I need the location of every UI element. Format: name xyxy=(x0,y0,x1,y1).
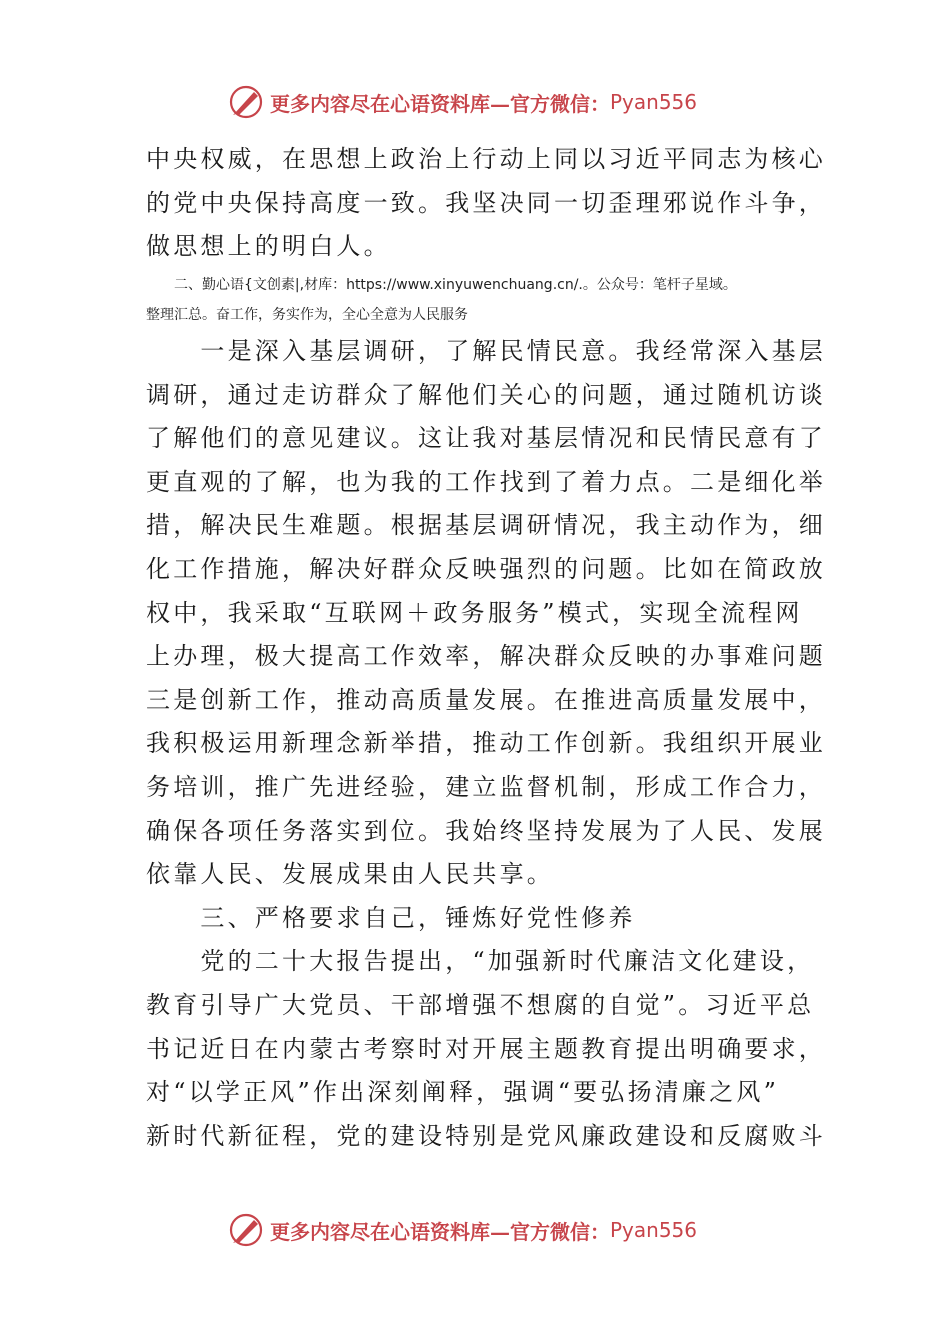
header-banner xyxy=(228,82,697,122)
banner-title: 更多内容尽在心语资料库—官方微信： xyxy=(270,91,610,116)
text-line: 中央权威，在思想上政治上行动上同以习近平同志为核心 xyxy=(146,145,826,173)
text-line: 上办理，极大提高工作效率，解决群众反映的办事难问题 xyxy=(146,642,826,671)
paragraph-main xyxy=(146,330,826,1158)
text-line: 党的二十大报告提出，“加强新时代廉洁文化建设， xyxy=(146,947,815,976)
text-line: 调研，通过走访群众了解他们关心的问题，通过随机访谈 xyxy=(146,380,826,409)
pen-logo-icon xyxy=(228,84,264,120)
text-line: 我积极运用新理念新举措，推动工作创新。我组织开展业 xyxy=(146,729,826,758)
source-note-line-1: 二、勤心语{文创素|,材库：https://www.xinyuwenchuang.cn/.。公众号：笔杆子星域。 xyxy=(146,277,737,293)
text-line: 书记近日在内蒙古考察时对开展主题教育提出明确要求， xyxy=(146,1034,826,1063)
text-line: 权中，我采取“互联网＋政务服务”模式，实现全流程网 xyxy=(146,598,803,627)
text-line: 化工作措施，解决好群众反映强烈的问题。比如在简政放 xyxy=(146,554,826,583)
text-line: 更直观的了解，也为我的工作找到了着力点。二是细化举 xyxy=(146,467,826,496)
text-line: 做思想上的明白人。 xyxy=(146,232,391,261)
section-heading: 三、严格要求自己，锤炼好党性修养 xyxy=(146,903,636,932)
text-line: 一是深入基层调研，了解民情民意。我经常深入基层 xyxy=(146,337,826,365)
text-line: 务培训，推广先进经验，建立监督机制，形成工作合力， xyxy=(146,772,826,801)
footer-banner xyxy=(228,1210,697,1250)
text-line: 确保各项任务落实到位。我始终坚持发展为了人民、发展 xyxy=(146,816,826,845)
text-line: 教育引导广大党员、干部增强不想腐的自觉”。习近平总 xyxy=(146,990,815,1019)
wechat-id: Pyan556 xyxy=(610,1218,698,1242)
text-line: 措，解决民生难题。根据基层调研情况，我主动作为，细 xyxy=(146,511,826,540)
text-line: 了解他们的意见建议。这让我对基层情况和民情民意有了 xyxy=(146,424,826,453)
wechat-id: Pyan556 xyxy=(610,90,698,114)
paragraph-top xyxy=(146,138,826,269)
text-line: 新时代新征程，党的建设特别是党风廉政建设和反腐败斗 xyxy=(146,1121,826,1150)
text-line: 依靠人民、发展成果由人民共享。 xyxy=(146,860,554,889)
text-line: 对“以学正风”作出深刻阐释，强调“要弘扬清廉之风” xyxy=(146,1078,780,1107)
source-note-line-2: 整理汇总。奋工作，务实作为，全心全意为人民服务 xyxy=(146,307,468,323)
text-line: 三是创新工作，推动高质量发展。在推进高质量发展中， xyxy=(146,685,826,714)
banner-title: 更多内容尽在心语资料库—官方微信： xyxy=(270,1219,610,1244)
text-line: 的党中央保持高度一致。我坚决同一切歪理邪说作斗争， xyxy=(146,188,826,217)
pen-logo-icon xyxy=(228,1212,264,1248)
